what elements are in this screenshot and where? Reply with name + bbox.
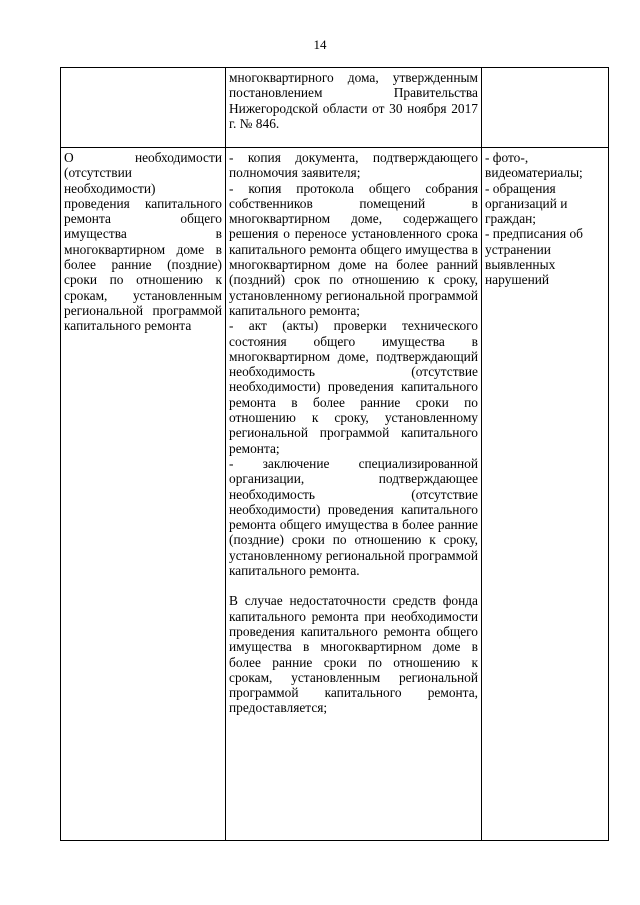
list-item: - заключение специализированной организации, подтверждающее необходимость (отсутствие необходимости) проведения капитального ремонта общего имущества в более ранние (поздние) сроки по отношению к сроку, установленному региональной программой капитального ремонта.	[229, 455, 478, 579]
list-item: - копия протокола общего собрания собственников помещений в многоквартирном доме, содержащего решения о переносе установленного срока капитального ремонта общего имущества в многоквартирном доме на более ранний (поздний) срок по отношению к сроку, установленному региональной программой капитального ремонта;	[229, 180, 478, 318]
page-number: 14	[313, 37, 327, 52]
list-item: - акт (акты) проверки технического состояния общего имущества в многоквартирном доме, подтверждающий необходимость (отсутствие необходимости) проведения капитального ремонта в более ранние сроки по отношению к сроку, установленному региональной программой капитального ремонта;	[229, 318, 478, 456]
document-table	[60, 67, 609, 841]
list-item: - фото-, видеоматериалы;	[485, 150, 583, 181]
table-row	[61, 68, 609, 148]
list-item: - копия документа, подтверждающего полномочия заявителя;	[229, 150, 478, 181]
paragraph-gap	[229, 578, 478, 593]
note-paragraph: В случае недостаточности средств фонда капитального ремонта при необходимости проведения капитального ремонта общего имущества в многоквартирном доме в более ранние сроки по отношению к срокам, установленным региональной программой капитального ремонта, предоставляется;	[229, 593, 478, 716]
table-cell	[61, 148, 226, 841]
cell-text: многоквартирного дома, утвержденным постановлением Правительства Нижегородской области от 30 ноября 2017 г. № 846.	[229, 70, 478, 131]
list-item: - обращения организаций и граждан;	[485, 180, 568, 227]
table-row	[61, 148, 609, 841]
list-item: - предписания об устранении выявленных нарушений	[485, 226, 583, 288]
table-cell	[226, 68, 482, 148]
table-cell	[61, 68, 226, 148]
table-cell	[226, 148, 482, 841]
cell-text: О необходимости (отсутствии необходимости) проведения капитального ремонта общего имущества в многоквартирном доме в более ранние (поздние) сроки по отношению к срокам, установленным региональной программой капитального ремонта	[64, 150, 222, 334]
table-cell	[482, 148, 609, 841]
table-cell	[482, 68, 609, 148]
